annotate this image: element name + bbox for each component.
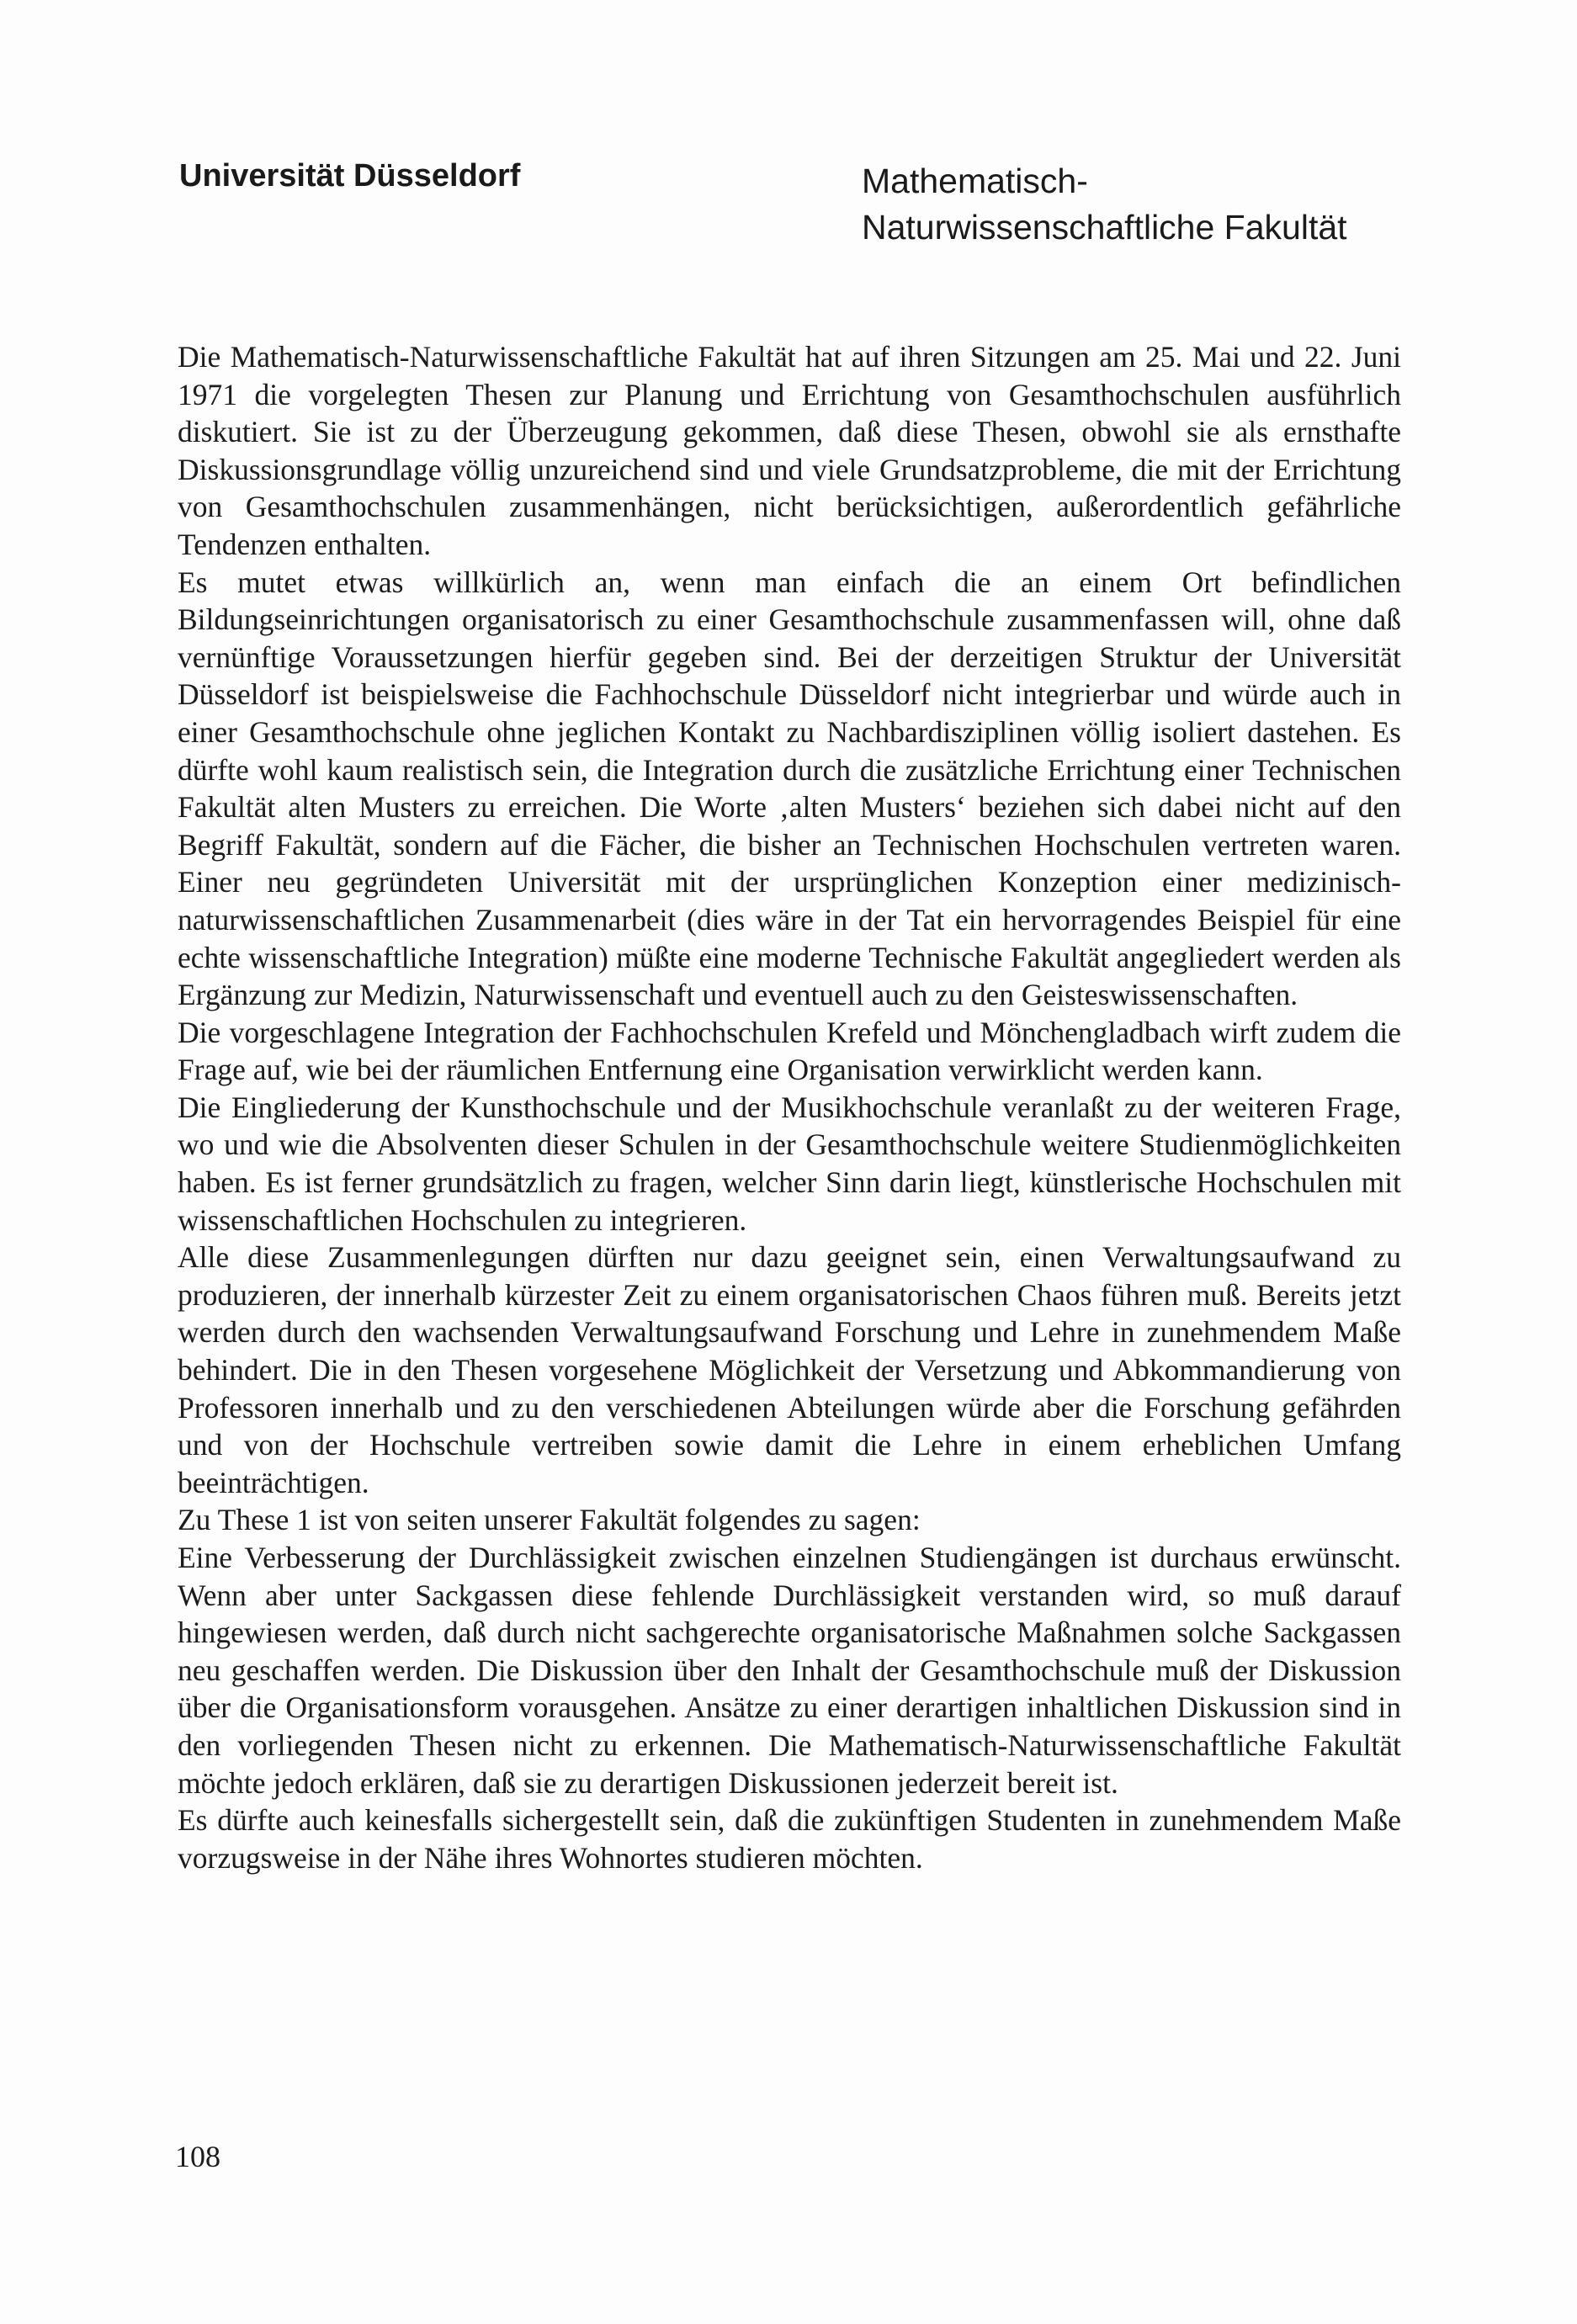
paragraph: Zu These 1 ist von seiten unserer Fakultät folgendes zu sagen: xyxy=(178,1503,921,1537)
paragraph: Es dürfte auch keinesfalls sichergestellt sein, daß die zukünftigen Studenten in zunehmendem Maße vorzugsweise in der Nähe ihres Wohnortes studieren möchten. xyxy=(178,1803,1401,1875)
paragraph: Alle diese Zusammenlegungen dürften nur dazu geeignet sein, einen Verwaltungsaufwand zu produzieren, der innerhalb kürzester Zeit zu einem organisatorischen Chaos führen muß. Bereits jetzt werden durch den wachsenden Verwaltungsaufwand Forschung und Lehre in zunehmendem Maße behindert. Die in den Thesen vorgesehene Möglichkeit der Versetzung und Abkommandierung von Professoren innerhalb und zu den verschiedenen Abteilungen würde aber die Forschung gefährden und von der Hochschule vertreiben sowie damit die Lehre in einem erheblichen Umfang beeinträchtigen. xyxy=(178,1240,1401,1499)
body-text xyxy=(178,338,1401,1876)
paragraph: Es mutet etwas willkürlich an, wenn man einfach die an einem Ort befindlichen Bildungseinrichtungen organisatorisch zu einer Gesamthochschule zusammenfassen will, ohne daß vernünftige Voraussetzungen hierfür gegeben sind. Bei der derzeitigen Struktur der Universität Düsseldorf ist beispielsweise die Fachhochschule Düsseldorf nicht integrierbar und würde auch in einer Gesamthochschule ohne jeglichen Kontakt zu Nachbardisziplinen völlig isoliert dastehen. Es dürfte wohl kaum realistisch sein, die Integration durch die zusätzliche Errichtung einer Technischen Fakultät alten Musters zu erreichen. Die Worte ‚alten Musters‘ beziehen sich dabei nicht auf den Begriff Fakultät, sondern auf die Fächer, die bisher an Technischen Hochschulen vertreten waren. Einer neu gegründeten Universität mit der ursprünglichen Konzeption einer medizinisch-naturwissenschaftlichen Zusammenarbeit (dies wäre in der Tat ein hervorragendes Beispiel für eine echte wissenschaftliche Integration) müßte eine moderne Technische Fakultät angegliedert werden als Ergänzung zur Medizin, Naturwissenschaft und eventuell auch zu den Geisteswissenschaften. xyxy=(178,565,1401,1012)
paragraph: Eine Verbesserung der Durchlässigkeit zwischen einzelnen Studiengängen ist durchaus erwünscht. Wenn aber unter Sackgassen diese fehlende Durchlässigkeit verstanden wird, so muß darauf hingewiesen werden, daß durch nicht sachgerechte organisatorische Maßnahmen solche Sackgassen neu geschaffen werden. Die Diskussion über den Inhalt der Gesamthochschule muß der Diskussion über die Organisationsform vorausgehen. Ansätze zu einer derartigen inhaltlichen Diskussion sind in den vorliegenden Thesen nicht zu erkennen. Die Mathematisch-Naturwissenschaftliche Fakultät möchte jedoch erklären, daß sie zu derartigen Diskussionen jederzeit bereit ist. xyxy=(178,1541,1401,1800)
paragraph: Die vorgeschlagene Integration der Fachhochschulen Krefeld und Mönchengladbach wirft zudem die Frage auf, wie bei der räumlichen Entfernung eine Organisation verwirklicht werden kann. xyxy=(178,1015,1401,1087)
page-number: 108 xyxy=(175,2140,220,2173)
faculty-heading-line-1: Mathematisch- xyxy=(862,162,1088,200)
faculty-heading xyxy=(862,158,1347,251)
university-heading: Universität Düsseldorf xyxy=(179,158,521,194)
paragraph: Die Mathematisch-Naturwissenschaftliche Fakultät hat auf ihren Sitzungen am 25. Mai und 22. Juni 1971 die vorgelegten Thesen zur Planung und Errichtung von Gesamthochschulen ausführlich diskutiert. Sie ist zu der Überzeugung gekommen, daß diese Thesen, obwohl sie als ernsthafte Diskussionsgrundlage völlig unzureichend sind und viele Grundsatzprobleme, die mit der Errichtung von Gesamthochschulen zusammenhängen, nicht berücksichtigen, außerordentlich gefährliche Tendenzen enthalten. xyxy=(178,340,1401,561)
paragraph: Die Eingliederung der Kunsthochschule und der Musikhochschule veranlaßt zu der weiteren Frage, wo und wie die Absolventen dieser Schulen in der Gesamthochschule weitere Studienmöglichkeiten haben. Es ist ferner grundsätzlich zu fragen, welcher Sinn darin liegt, künstlerische Hochschulen mit wissenschaftlichen Hochschulen zu integrieren. xyxy=(178,1090,1401,1237)
faculty-heading-line-2: Naturwissenschaftliche Fakultät xyxy=(862,208,1347,247)
